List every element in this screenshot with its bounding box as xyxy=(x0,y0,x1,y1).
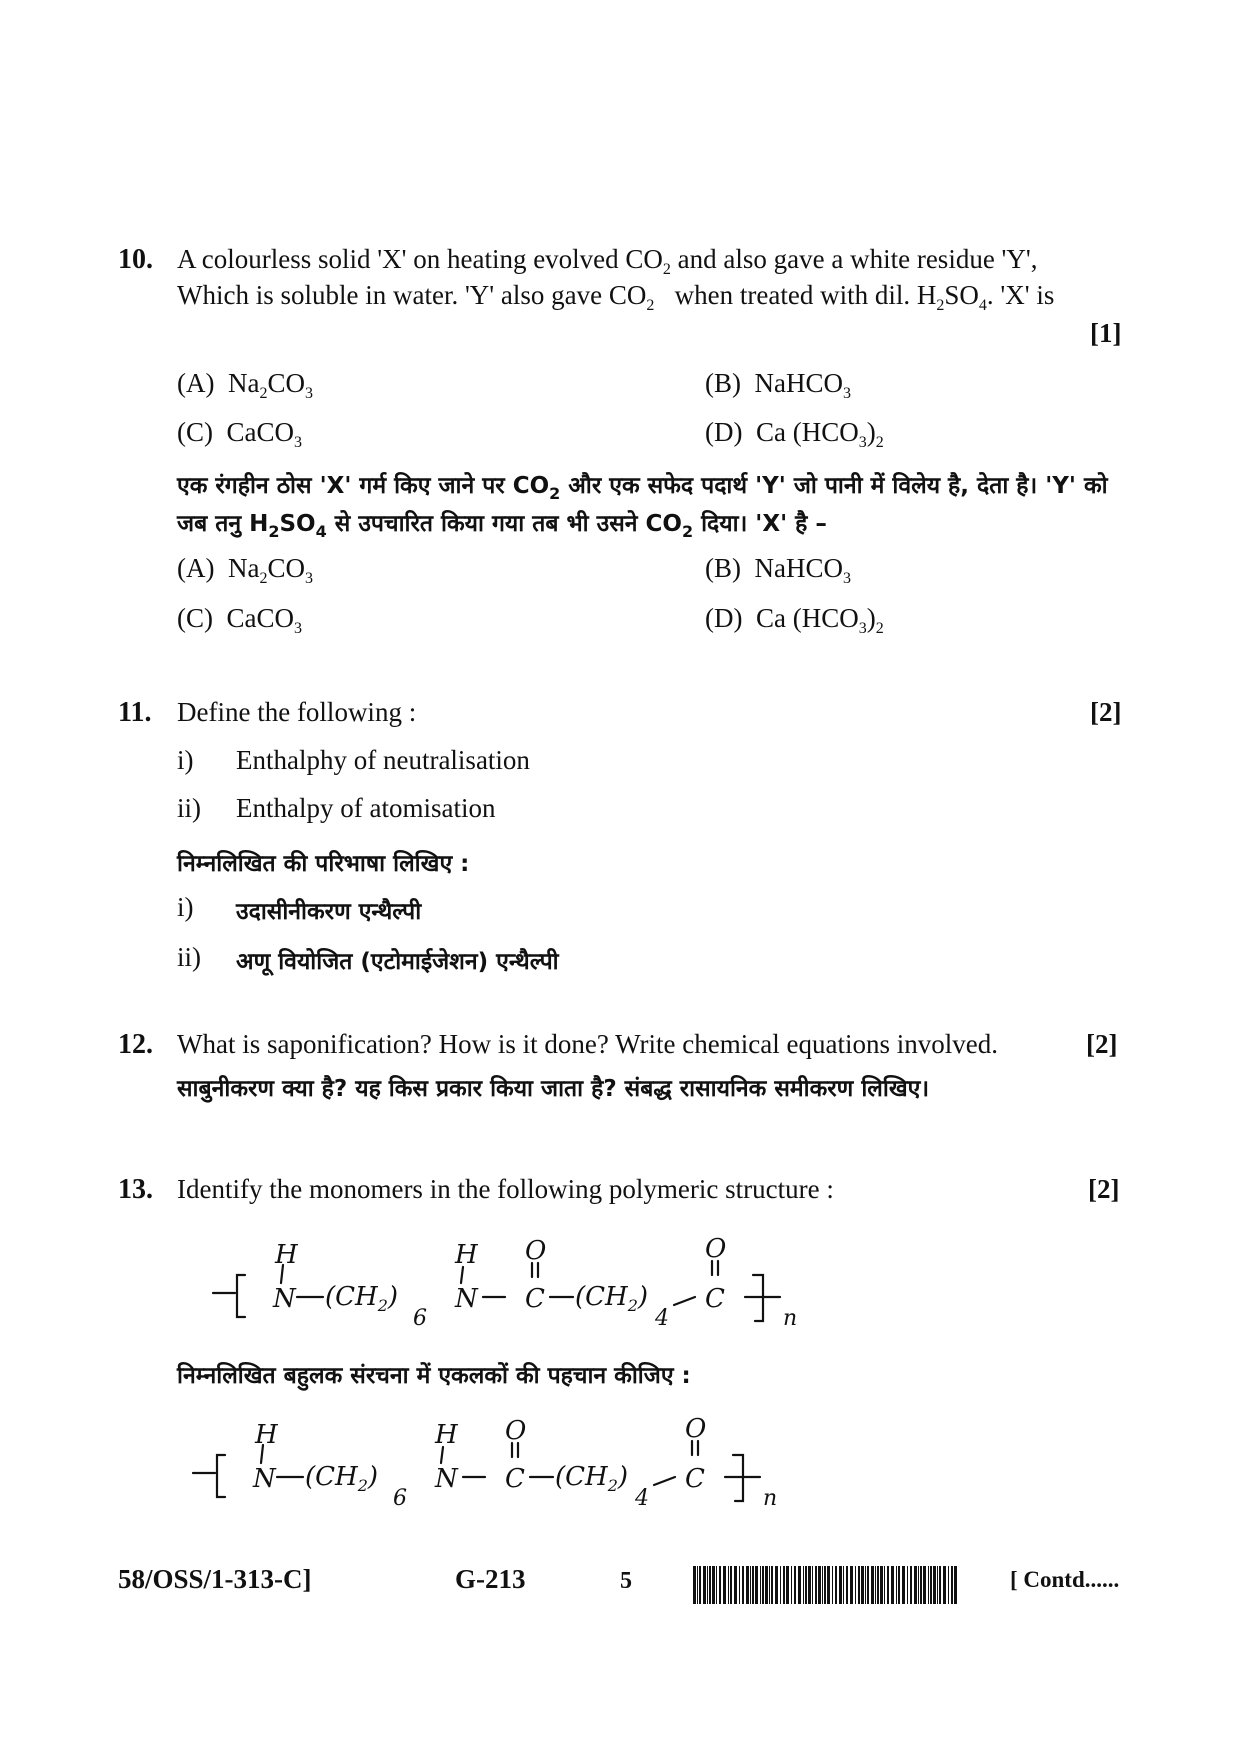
q11-marks: [2] xyxy=(1090,697,1122,727)
barcode-bar xyxy=(765,1566,768,1604)
barcode-bar xyxy=(699,1566,701,1604)
q10-en-line2: Which is soluble in water. 'Y' also gave $CO_2$ when treated with dil. $H_2SO_4$. 'X' is xyxy=(177,280,1055,314)
barcode-bar xyxy=(835,1566,837,1604)
barcode-bar xyxy=(791,1566,792,1604)
four-subscript: 4 xyxy=(635,1486,649,1511)
q10-hi-option-c: (C) CaCO$_3$ xyxy=(177,603,302,637)
ch2-group-2: $(CH_2)$ xyxy=(575,1282,649,1315)
six-subscript: 6 xyxy=(413,1306,427,1331)
o-atom-1: O xyxy=(505,1416,527,1446)
c-atom-1: C xyxy=(505,1464,525,1494)
barcode-bar xyxy=(780,1566,781,1604)
q10-option-a: (A) $Na_2CO_3$ xyxy=(177,368,313,402)
barcode-bar xyxy=(805,1566,807,1604)
n-atom-1: N xyxy=(253,1464,276,1494)
q11-hi-item-1-label: i) xyxy=(177,892,194,922)
h-atom-2: H xyxy=(435,1420,458,1450)
barcode-bar xyxy=(937,1566,938,1604)
n-atom-1: N xyxy=(273,1284,296,1314)
o-atom-1: O xyxy=(525,1236,547,1266)
barcode-bar xyxy=(855,1566,856,1604)
barcode-bar xyxy=(746,1566,749,1604)
q10-option-c: (C) CaCO$_3$ xyxy=(177,417,302,451)
barcode-bar xyxy=(803,1566,804,1604)
q10-hi-option-d: (D) Ca $(HCO_3)_2$ xyxy=(705,603,884,637)
four-subscript: 4 xyxy=(655,1306,669,1331)
barcode-bar xyxy=(812,1566,813,1604)
o-atom-2: O xyxy=(685,1414,707,1444)
q11-hi-item-2-label: ii) xyxy=(177,942,201,972)
six-subscript: 6 xyxy=(393,1486,407,1511)
q10-option-b: (B) NaHCO$_3$ xyxy=(705,368,851,402)
q10-number: 10. xyxy=(118,244,153,275)
barcode-bar xyxy=(865,1566,866,1604)
barcode-bar xyxy=(739,1566,740,1604)
barcode-bar xyxy=(930,1566,932,1604)
o-atom-2: O xyxy=(705,1234,727,1264)
barcode-bar xyxy=(875,1566,876,1604)
q10-option-d: (D) Ca $(HCO_3)_2$ xyxy=(705,417,884,451)
n-atom-2: N xyxy=(435,1464,458,1494)
n-atom-2: N xyxy=(455,1284,478,1314)
barcode-bar xyxy=(716,1566,717,1604)
barcode-bar xyxy=(818,1566,821,1604)
barcode-bar xyxy=(723,1566,726,1604)
footer-contd: [ Contd...... xyxy=(1010,1567,1120,1592)
barcode-bar xyxy=(861,1566,864,1604)
barcode-bar xyxy=(697,1566,698,1604)
barcode-bar xyxy=(898,1566,900,1604)
barcode-bar xyxy=(839,1566,842,1604)
barcode-bar xyxy=(896,1566,897,1604)
c-atom-2: C xyxy=(685,1464,705,1494)
barcode-bar xyxy=(709,1566,711,1604)
barcode-bar xyxy=(914,1566,917,1604)
barcode-bar xyxy=(920,1566,922,1604)
barcode-bar xyxy=(822,1566,823,1604)
barcode-bar xyxy=(750,1566,751,1604)
barcode-bar xyxy=(786,1566,789,1604)
barcode-image xyxy=(693,1566,963,1604)
barcode-bar xyxy=(783,1566,785,1604)
q10-hi-option-b: (B) NaHCO$_3$ xyxy=(705,553,851,587)
barcode-bar xyxy=(798,1566,801,1604)
q13-hi-text: निम्नलिखित बहुलक संरचना में एकलकों की पहचान कीजिए : xyxy=(177,1363,691,1389)
barcode-bar xyxy=(858,1566,860,1604)
barcode-bar xyxy=(877,1566,879,1604)
q10-marks: [1] xyxy=(1090,318,1122,348)
barcode-bar xyxy=(954,1566,957,1604)
barcode-bar xyxy=(719,1566,721,1604)
barcode-bar xyxy=(843,1566,844,1604)
bracket-left xyxy=(237,1275,245,1317)
q12-hi-text: साबुनीकरण क्या है? यह किस प्रकार किया जाता है? संबद्ध रासायनिक समीकरण लिखिए। xyxy=(177,1076,930,1102)
barcode-bar xyxy=(918,1566,919,1604)
n-subscript: n xyxy=(763,1486,778,1511)
barcode-bar xyxy=(902,1566,905,1604)
footer-page-number: 5 xyxy=(620,1568,632,1594)
ch2-group-1: $(CH_2)$ xyxy=(305,1462,379,1495)
barcode-bar xyxy=(712,1566,715,1604)
barcode-bar xyxy=(815,1566,817,1604)
barcode-bar xyxy=(707,1566,708,1604)
barcode-bar xyxy=(730,1566,732,1604)
barcode-bar xyxy=(871,1566,874,1604)
q13-number: 13. xyxy=(118,1174,153,1205)
q10-en-line1: A colourless solid 'X' on heating evolved $CO_2$ and also gave a white residue 'Y', xyxy=(177,244,1038,278)
q11-en-item-2-label: ii) xyxy=(177,793,201,823)
q11-en-item-1-label: i) xyxy=(177,745,194,775)
barcode-bar xyxy=(760,1566,761,1604)
barcode-bar xyxy=(752,1566,754,1604)
barcode-bar xyxy=(887,1566,889,1604)
barcode-bar xyxy=(824,1566,826,1604)
q11-hi-item-1: उदासीनीकरण एन्थैल्पी xyxy=(236,899,422,925)
barcode-bar xyxy=(943,1566,946,1604)
barcode-bar xyxy=(910,1566,912,1604)
barcode-bar xyxy=(734,1566,737,1604)
c-atom-2: C xyxy=(705,1284,725,1314)
barcode-bar xyxy=(884,1566,885,1604)
barcode-bar xyxy=(755,1566,758,1604)
q10-hi-line2: जब तनु $H_2SO_4$ से उपचारित किया गया तब भी उसने $CO_2$ दिया। 'X' है – xyxy=(177,511,827,541)
barcode-bar xyxy=(703,1566,706,1604)
barcode-bar xyxy=(867,1566,869,1604)
h-atom-2: H xyxy=(455,1240,478,1270)
barcode-bar xyxy=(907,1566,908,1604)
q13-marks: [2] xyxy=(1088,1174,1120,1204)
polymer-structure-en xyxy=(205,1225,825,1345)
polymer-structure-hi xyxy=(185,1405,805,1525)
barcode-bar xyxy=(762,1566,764,1604)
barcode-bar xyxy=(923,1566,926,1604)
barcode-bar xyxy=(850,1566,853,1604)
q11-en-item-2: Enthalpy of atomisation xyxy=(236,793,496,823)
barcode-bar xyxy=(794,1566,796,1604)
barcode-bar xyxy=(775,1566,778,1604)
h-atom-1: H xyxy=(255,1420,278,1450)
barcode-bar xyxy=(948,1566,949,1604)
q10-hi-option-a: (A) $Na_2CO_3$ xyxy=(177,553,313,587)
h-atom-1: H xyxy=(275,1240,298,1270)
barcode-bar xyxy=(742,1566,744,1604)
barcode-bar xyxy=(832,1566,833,1604)
q11-en-prompt: Define the following : xyxy=(177,697,417,727)
footer-code: 58/OSS/1-313-C] xyxy=(118,1564,312,1594)
barcode-bar xyxy=(771,1566,773,1604)
c-atom-1: C xyxy=(525,1284,545,1314)
barcode-bar xyxy=(933,1566,936,1604)
q13-en-text: Identify the monomers in the following polymeric structure : xyxy=(177,1174,834,1204)
n-subscript: n xyxy=(783,1306,798,1331)
barcode-bar xyxy=(827,1566,830,1604)
barcode-bar xyxy=(928,1566,929,1604)
q11-number: 11. xyxy=(118,697,152,728)
barcode-bar xyxy=(939,1566,941,1604)
q11-hi-prompt: निम्नलिखित की परिभाषा लिखिए : xyxy=(177,851,470,877)
barcode-bar xyxy=(846,1566,848,1604)
q12-marks: [2] xyxy=(1086,1029,1118,1059)
q11-hi-item-2: अणू वियोजित (एटोमाईजेशन) एन्थैल्पी xyxy=(236,949,559,975)
barcode-bar xyxy=(891,1566,894,1604)
ch2-group-1: $(CH_2)$ xyxy=(325,1282,399,1315)
q12-number: 12. xyxy=(118,1029,153,1060)
ch2-group-2: $(CH_2)$ xyxy=(555,1462,629,1495)
barcode-bar xyxy=(728,1566,729,1604)
barcode-bar xyxy=(769,1566,770,1604)
bond-ch2-c2 xyxy=(674,1297,695,1305)
q12-en-text: What is saponification? How is it done? Write chemical equations involved. xyxy=(177,1029,998,1059)
q10-hi-line1: एक रंगहीन ठोस 'X' गर्म किए जाने पर $CO_2$ और एक सफेद पदार्थ 'Y' जो पानी में विलेय है, देता है। 'Y' को xyxy=(177,473,1108,503)
bracket-left xyxy=(217,1455,225,1497)
barcode-bar xyxy=(880,1566,883,1604)
q11-en-item-1: Enthalphy of neutralisation xyxy=(236,745,530,775)
footer-paper: G-213 xyxy=(455,1564,526,1594)
barcode-bar xyxy=(951,1566,953,1604)
barcode-bar xyxy=(693,1566,696,1604)
bond-ch2-c2 xyxy=(654,1477,675,1485)
barcode-bar xyxy=(808,1566,811,1604)
